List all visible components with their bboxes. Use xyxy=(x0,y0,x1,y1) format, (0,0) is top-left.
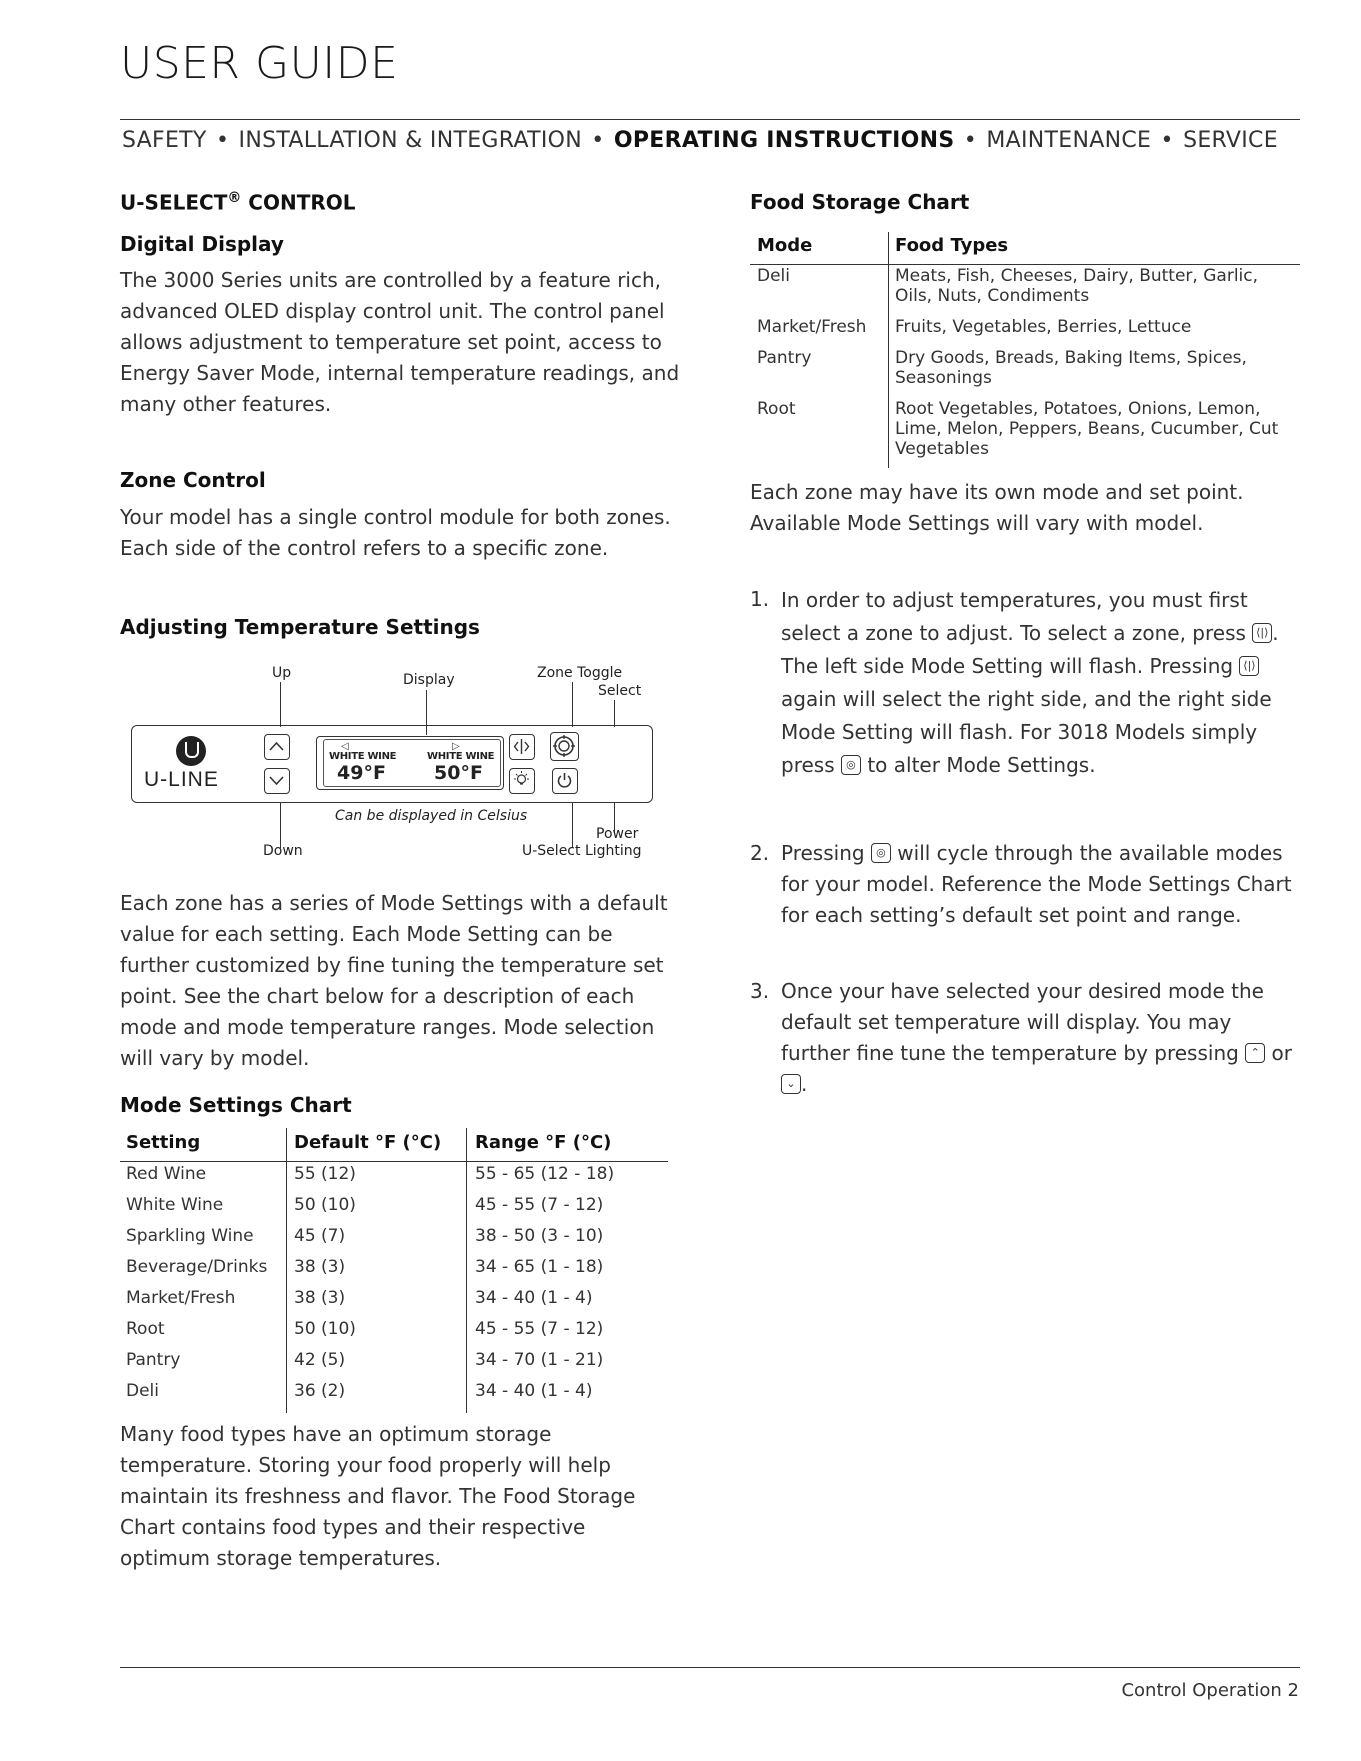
nav-safety: SAFETY xyxy=(122,128,207,153)
label-zone-toggle: Zone Toggle xyxy=(537,665,623,681)
power-icon xyxy=(553,769,576,792)
digital-display-heading: Digital Display xyxy=(120,232,284,256)
mode-intro-text: Each zone has a series of Mode Settings with a default value for each setting. Each Mode Setting can be further customized by fine tuning the temperature set point. See the chart below for a description of each mode and mode temperature ranges. Mode selection will vary by model. xyxy=(120,891,668,1070)
step-text: In order to adjust temperatures, you must first select a zone to adjust. To select a zone, press ⟨|⟩ . The left side Mode Setting will flash. Pressing ⟨|⟩ again will select the right side, and the right side Mode Setting will flash. For 3018 Models simply press ◎ to alter Mode Settings. xyxy=(781,588,1279,777)
label-select: Select xyxy=(598,683,642,699)
column-header: Mode xyxy=(757,235,813,256)
label-power: Power xyxy=(596,826,639,842)
label-lighting: U-Select Lighting xyxy=(522,843,642,859)
leader-line xyxy=(280,803,281,848)
zone-toggle-button[interactable] xyxy=(509,734,535,760)
label-display: Display xyxy=(403,672,455,688)
food-row-types: Fruits, Vegetables, Berries, Lettuce xyxy=(895,317,1192,337)
nav-separator: • xyxy=(963,128,978,153)
nav-separator: • xyxy=(1160,128,1174,153)
step-number: 1. xyxy=(750,587,770,611)
step-number: 2. xyxy=(750,841,770,865)
food-row-mode: Deli xyxy=(757,266,790,286)
header-rule xyxy=(120,119,1300,120)
select-icon xyxy=(551,733,577,759)
select-icon: ◎ xyxy=(841,755,861,775)
up-arrow-icon: ⌃ xyxy=(1245,1043,1265,1063)
step-1 xyxy=(750,584,1305,777)
left-zone-mode: WHITE WINE xyxy=(329,751,397,762)
step-text: Pressing ◎ will cycle through the available modes for your model. Reference the Mode Settings Chart for each setting’s default set point and range. xyxy=(781,841,1292,927)
step-2 xyxy=(750,838,1305,938)
u-line-logo-icon xyxy=(176,736,206,766)
select-icon: ◎ xyxy=(871,843,891,863)
section-nav xyxy=(122,128,1278,153)
food-row-mode: Market/Fresh xyxy=(757,317,867,337)
down-button[interactable] xyxy=(264,768,290,794)
power-button[interactable] xyxy=(552,768,578,794)
select-button[interactable] xyxy=(550,732,579,761)
zone-toggle-icon: ⟨|⟩ xyxy=(1252,623,1272,643)
zone-control-text: Your model has a single control module for both zones. Each side of the control refers to a specific zone. xyxy=(120,505,671,560)
nav-separator: • xyxy=(591,128,605,153)
nav-operating: OPERATING INSTRUCTIONS xyxy=(613,128,955,153)
nav-maintenance: MAINTENANCE xyxy=(986,128,1152,153)
down-arrow-icon xyxy=(265,769,288,792)
footer-page-label: Control Operation 2 xyxy=(1121,1680,1299,1701)
column-header: Setting xyxy=(126,1132,201,1153)
uselect-heading: U-SELECT® CONTROL xyxy=(120,190,356,215)
control-panel-diagram xyxy=(120,660,680,860)
adjusting-heading: Adjusting Temperature Settings xyxy=(120,615,480,639)
food-row-mode: Pantry xyxy=(757,348,812,368)
up-button[interactable] xyxy=(264,734,290,760)
food-row-types: Root Vegetables, Potatoes, Onions, Lemon, Lime, Melon, Peppers, Beans, Cucumber, Cut Vegetables xyxy=(895,399,1279,459)
celsius-note: Can be displayed in Celsius xyxy=(335,808,528,824)
step-number: 3. xyxy=(750,979,770,1003)
food-row-mode: Root xyxy=(757,399,796,419)
light-bulb-icon xyxy=(510,769,533,792)
zone-toggle-icon xyxy=(510,735,533,758)
leader-line xyxy=(614,700,615,727)
u-line-logo-text: U-LINE xyxy=(144,768,219,791)
food-storage-table xyxy=(750,228,1300,468)
leader-line xyxy=(572,682,573,727)
mode-settings-table: Setting Default °F (°C) Range °F (°C) Red Wine 55 (12) 55 - 65 (12 - 18) White Wine 50 (10) 45 - 55 (7 - 12) Sparkling Wine 45 (7) 38 - 50 (3 - 10) Beverage/Drinks 38 (3) 34 - 65 (1 - 18) Market/Fresh 38 (3) 34 - 40 (1 - 4) Root 50 (10) 45 - 55 (7 - 12) Pantry 42 (5) 34 - 70 (1 - 21) Deli 36 (2) 34 - 40 (1 - 4) xyxy=(120,1128,668,1413)
column-header: Range °F (°C) xyxy=(475,1132,612,1153)
nav-service: SERVICE xyxy=(1183,128,1278,153)
food-row-types: Meats, Fish, Cheeses, Dairy, Butter, Garlic, Oils, Nuts, Condiments xyxy=(895,266,1259,306)
mode-chart-heading: Mode Settings Chart xyxy=(120,1093,352,1117)
left-zone-temp: 49°F xyxy=(337,762,386,784)
right-zone-temp: 50°F xyxy=(434,762,483,784)
leader-line xyxy=(280,682,281,727)
nav-installation: INSTALLATION & INTEGRATION xyxy=(238,128,582,153)
left-arrow-icon: ◁ xyxy=(341,741,349,752)
right-zone-mode: WHITE WINE xyxy=(427,751,495,762)
zone-note-1: Each zone may have its own mode and set point. xyxy=(750,480,1244,504)
step-3 xyxy=(750,976,1305,1096)
column-header: Default °F (°C) xyxy=(294,1132,442,1153)
lighting-button[interactable] xyxy=(509,768,535,794)
footer-rule xyxy=(120,1667,1300,1668)
up-arrow-icon xyxy=(265,735,288,758)
control-panel xyxy=(131,725,653,803)
registered-mark: ® xyxy=(227,190,242,206)
food-row-types: Dry Goods, Breads, Baking Items, Spices, Seasonings xyxy=(895,348,1247,388)
label-down: Down xyxy=(263,843,303,859)
storage-text: Many food types have an optimum storage temperature. Storing your food properly will help maintain its freshness and flavor. The Food Storage Chart contains food types and their respective optimum storage temperatures. xyxy=(120,1422,636,1570)
oled-display xyxy=(316,736,504,790)
step-text: Once your have selected your desired mode the default set temperature will display. You may further fine tune the temperature by pressing ⌃ or ⌄ . xyxy=(781,979,1293,1096)
nav-separator: • xyxy=(215,128,230,153)
label-up: Up xyxy=(272,665,292,681)
food-chart-heading: Food Storage Chart xyxy=(750,190,970,214)
zone-note-2: Available Mode Settings will vary with model. xyxy=(750,511,1204,535)
down-arrow-icon: ⌄ xyxy=(781,1074,801,1094)
column-header: Food Types xyxy=(895,235,1009,256)
right-arrow-icon: ▷ xyxy=(452,741,460,752)
zone-control-heading: Zone Control xyxy=(120,468,266,492)
zone-toggle-icon: ⟨|⟩ xyxy=(1239,656,1259,676)
page-title: USER GUIDE xyxy=(120,38,399,89)
digital-display-text: The 3000 Series units are controlled by a feature rich, advanced OLED display control unit. The control panel allows adjustment to temperature set point, access to Energy Saver Mode, internal temperature readings, and many other features. xyxy=(120,268,680,416)
leader-line xyxy=(572,803,573,848)
